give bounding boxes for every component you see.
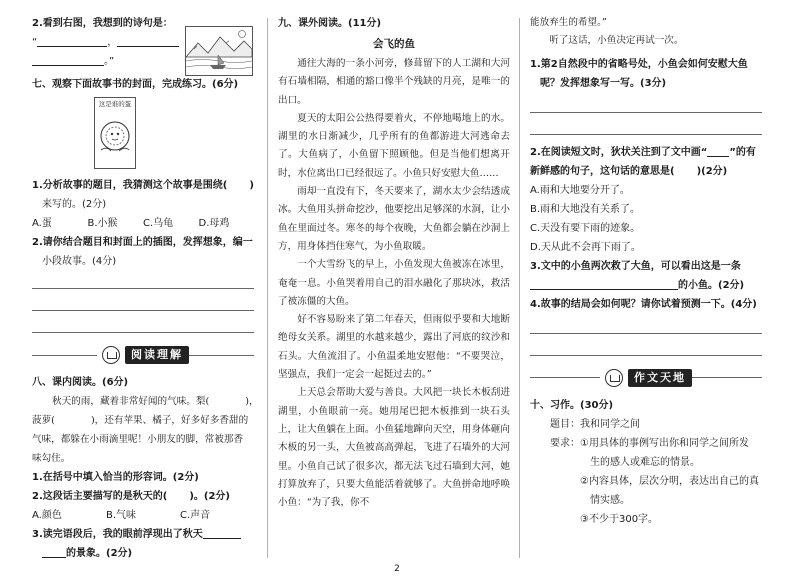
banner-rule	[32, 355, 97, 356]
q1-text-a: 1.分析故事的题目，我猜测这个故事是围绕(	[32, 180, 228, 191]
q1-option-b[interactable]: B.小猴	[87, 218, 118, 229]
q1-answer-lines[interactable]	[530, 93, 762, 135]
story-cont-line-1: 能放弃生的希望。”	[530, 17, 607, 28]
column-divider-right	[519, 18, 520, 558]
book-cover-image	[94, 97, 136, 169]
r-q3-a: 3.文中的小鱼两次救了大鱼，可以看出这是一条	[530, 260, 741, 272]
p8-line3: 气味，都躲在小雨滴里呢！小朋友的脚，常被那香	[32, 434, 244, 445]
book-cover-area	[32, 94, 254, 176]
right-column	[530, 14, 762, 529]
r-q2-line1	[530, 143, 762, 162]
q4-answer-lines[interactable]	[530, 314, 762, 356]
story-paragraph-6: 上天总会帮助大爱与善良。大风把一块长木板刮进湖里，小鱼眼前一亮。她用尾巴把木板推到一块石头上，让大鱼躺在上面。小鱼猛地蹿向天空，用身体砸向木板的另一头，大鱼被高高弹起，飞进了石墙外的大河里。小鱼自己试了很多次，都无法飞过石墙到大河，她打算放弃了，只要大鱼能活着就够了。大鱼拼命地呼唤小鱼：“为了我，你不	[278, 387, 510, 509]
story-paragraph-4: 一个大雪纷飞的早上，小鱼发现大鱼被冻在冰里，奄奄一息。小鱼哭着用自己的泪水融化了那块冰，救活了被冻僵的大鱼。	[278, 259, 510, 307]
story-answer-lines[interactable]	[32, 271, 254, 333]
section-10-heading: 十、习作。(30分)	[530, 399, 614, 411]
question-1	[32, 176, 254, 195]
essay-topic: 题目：我和同学之间	[550, 418, 640, 430]
page-number: 2	[394, 564, 400, 574]
r-q1-a: 1.第2自然段中的省略号处，小鱼会如何安慰大鱼	[530, 58, 748, 70]
p8-line2-a: 菠萝(	[32, 415, 55, 426]
req-1-a: ①用具体的事例写出你和同学之间所发	[580, 437, 749, 449]
underline-sample	[707, 145, 729, 157]
section-8-heading: 八、课内阅读。(6分)	[32, 377, 129, 388]
q2b-text-a: 2.请你结合题目和封面上的插图，发挥想象，编一	[32, 237, 253, 248]
left-column	[32, 14, 259, 563]
req-2-a: ②内容具体，层次分明，表达出自己的真	[580, 475, 759, 487]
q1-option-c[interactable]: C.乌龟	[143, 218, 174, 229]
question-2-prompt: 2.看到右图，我想到的诗句是：	[32, 18, 173, 29]
r-q2-line2	[530, 162, 762, 181]
mountain-boat-illustration	[186, 27, 252, 75]
q1-option-a[interactable]: A.蛋	[32, 218, 52, 229]
r-q2-option-a[interactable]: A.雨和大地要分开了。	[530, 184, 630, 196]
q1-options	[32, 214, 254, 233]
answer-line[interactable]	[530, 320, 762, 334]
r-q4: 4.故事的结局会如何呢？请你试着预测一下。(4分)	[530, 298, 757, 310]
q1-text-c: 来写的。(2分)	[42, 199, 107, 210]
q8-2	[32, 487, 254, 506]
requirements-label: 要求：	[550, 437, 580, 449]
answer-line[interactable]	[530, 99, 762, 113]
q8-3	[32, 525, 254, 544]
q8-3-blank-2[interactable]	[42, 546, 66, 558]
q8-2-option-b[interactable]: B.气味	[106, 510, 137, 521]
story-continuation	[530, 14, 762, 51]
q1-option-d[interactable]: D.母鸡	[198, 218, 230, 229]
r-q2-a: 2.在阅读短文时，狄状关注到了文中画“	[530, 146, 708, 158]
q8-3-b: 的景象。(2分)	[66, 548, 133, 559]
section-9-heading: 九、课外阅读。(11分)	[278, 18, 382, 29]
column-divider-left	[267, 18, 268, 558]
chick-egg-illustration	[95, 108, 135, 160]
q8-3-blank[interactable]	[203, 527, 241, 539]
r-q1-b: 呢？发挥想象写一写。(3分)	[540, 77, 667, 89]
open-quote: “	[32, 37, 38, 48]
banner-rule	[530, 377, 600, 378]
story-title: 会飞的鱼	[373, 38, 415, 50]
section-8-passage	[32, 392, 259, 468]
q8-2-a: 2.这段话主要描写的是秋天的(	[32, 491, 168, 502]
writing-banner-label: 作文天地	[628, 369, 692, 387]
reading-banner-label: 阅读理解	[125, 346, 189, 364]
book-cover-title: 这是谁的蛋	[98, 100, 132, 108]
middle-column	[278, 14, 510, 512]
story-paragraph-1: 通往大海的一条小河旁，修葺留下的人工湖和大河有石墙相隔，相通的豁口像半个残缺的月亮，是唯一的出口。	[278, 58, 510, 106]
req-2-b: 情实感。	[590, 494, 630, 506]
r-q2-option-c[interactable]: C.天没有要下雨的迹象。	[530, 222, 641, 234]
r-q3-b: 的小鱼。(2分)	[678, 279, 745, 291]
banner-rule	[189, 355, 254, 356]
q8-2-option-c[interactable]: C.声音	[180, 510, 211, 521]
answer-line[interactable]	[32, 297, 254, 311]
q8-2-b: )。(2分)	[189, 491, 230, 502]
poem-blank-1[interactable]	[37, 35, 107, 47]
landscape-image	[185, 26, 253, 76]
story-paragraph-3: 雨却一直没有下，冬天要来了，湖水太少会结透成冰。大鱼用头拼命挖沙，他要挖出足够深的水洞，让小鱼在里面过冬。寒冬的每个夜晚，大鱼都会躺在沙洞上方，用身体挡住寒气，为小鱼取暖。	[278, 186, 510, 252]
q8-2-option-a[interactable]: A.颜色	[32, 510, 62, 521]
answer-line[interactable]	[530, 342, 762, 356]
reading-section-banner	[32, 341, 254, 369]
r-q3-line2	[530, 276, 762, 295]
requirement-1a	[530, 434, 762, 453]
writing-section-banner	[530, 364, 762, 392]
banner-rule	[692, 377, 762, 378]
close-quote: 。”	[104, 56, 115, 67]
story-passage	[278, 55, 510, 512]
book-icon	[102, 346, 120, 364]
story-cont-line-2: 听了这话，小鱼决定再试一次。	[549, 35, 684, 47]
r-q2-c: 新鲜感的句子，这句话的意思是(	[530, 165, 675, 177]
r-q2-b: ”的有	[729, 146, 756, 158]
answer-line[interactable]	[530, 121, 762, 135]
adj-blank-2[interactable]	[55, 413, 91, 425]
p8-line2-b: )，还有苹果、橘子，好多好多香甜的	[90, 415, 249, 426]
p8-line1-b: )，	[245, 396, 259, 407]
r-q2-d: )(2分)	[696, 165, 728, 177]
r-q2-option-b[interactable]: B.雨和大地没有关系了。	[530, 203, 641, 215]
q8-3-a: 3.读完语段后，我的眼前浮现出了秋天	[32, 529, 203, 540]
adj-blank-1[interactable]	[209, 394, 245, 406]
answer-line[interactable]	[32, 275, 254, 289]
poem-blank-3[interactable]	[32, 54, 104, 66]
answer-line[interactable]	[32, 319, 254, 333]
pencil-icon	[605, 369, 623, 387]
p8-line1-a: 秋天的雨，藏着非常好闻的气味。梨(	[52, 396, 210, 407]
req-1-b: 生的感人或难忘的情景。	[590, 456, 700, 468]
story-paragraph-5: 好不容易盼来了第二年春天，但雨似乎要和大地断绝母女关系。湖里的水越来越少，露出了河底的纹沙和石头。大鱼流泪了。小鱼温柔地安慰他：“不要哭泣，坚强点，我们一定会一起挺过去的。”	[278, 314, 510, 381]
q3-blank[interactable]	[530, 278, 678, 290]
story-paragraph-2: 夏天的太阳公公热得要着火，不停地喝地上的水。湖里的水日渐减少，几乎所有的鱼都游进大河逃命去了。大鱼病了，小鱼留下照顾他。但是当他们想离开时，水位离出口已经很远了。小鱼只好安慰大鱼……	[278, 112, 510, 179]
comma: ，	[107, 37, 118, 48]
section-7-heading: 七、观察下面故事书的封面，完成练习。(6分)	[32, 79, 239, 90]
q8-2-options	[32, 506, 254, 525]
req-3: ③不少于300字。	[580, 513, 659, 525]
q1-text-b: )	[249, 180, 254, 191]
poem-blank-2[interactable]	[117, 35, 179, 47]
p8-line4: 味勾住。	[32, 453, 71, 464]
r-q2-option-d[interactable]: D.天从此不会再下雨了。	[530, 241, 641, 253]
q2b-text-b: 小段故事。(4分)	[42, 256, 117, 267]
q8-1: 1.在括号中填入恰当的形容词。(2分)	[32, 472, 199, 483]
